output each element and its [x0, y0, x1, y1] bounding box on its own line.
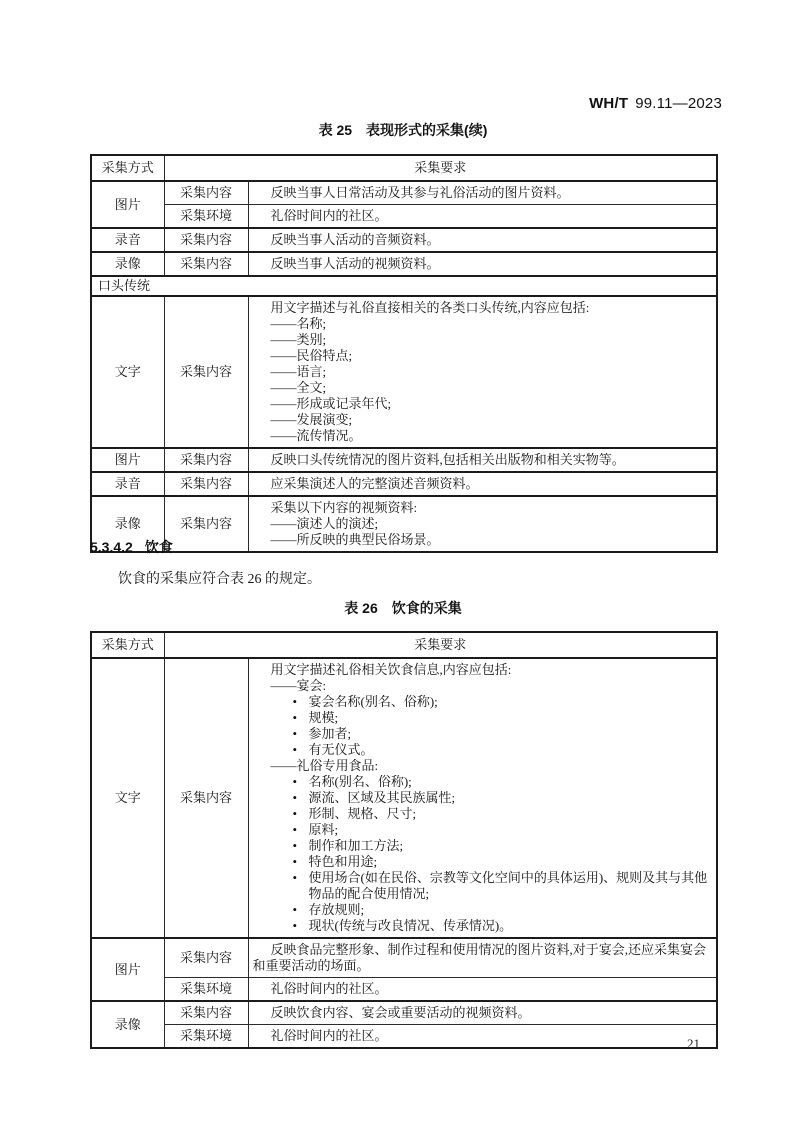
- section-title: 饮食: [144, 539, 173, 555]
- head-cell: 采集方式: [91, 632, 164, 658]
- bullet-icon: •: [292, 854, 298, 869]
- content-cell: 反映当事人日常活动及其参与礼俗活动的图片资料。: [248, 181, 717, 205]
- table-row: [91, 1001, 717, 1025]
- table-row: [91, 448, 717, 472]
- table-row: [91, 252, 717, 276]
- bullet-list-item: • 有无仪式。: [292, 742, 374, 757]
- bullet-icon: •: [292, 774, 298, 789]
- mode-cell: 录音: [91, 472, 164, 496]
- content-cell: 反映饮食内容、宴会或重要活动的视频资料。: [248, 1001, 717, 1025]
- mode-cell: 图片: [91, 181, 164, 228]
- label-cell: 采集环境: [164, 1025, 248, 1049]
- table-row: [91, 228, 717, 252]
- bullet-list-item: • 现状(传统与改良情况、传承情况)。: [292, 918, 513, 933]
- span-cell: 口头传统: [91, 276, 717, 296]
- dash-list-item: ——流传情况。: [270, 428, 362, 443]
- label-cell: 采集内容: [164, 181, 248, 205]
- cell-paragraph: 用文字描述礼俗相关饮食信息,内容应包括:: [270, 662, 512, 677]
- bullet-list-item: • 形制、规格、尺寸;: [292, 806, 417, 821]
- page-number: 21: [687, 1036, 700, 1051]
- table-header-row: [91, 155, 717, 181]
- label-cell: 采集内容: [164, 448, 248, 472]
- bullet-list-item: • 宴会名称(别名、俗称);: [292, 694, 438, 709]
- label-cell: 采集环境: [164, 205, 248, 229]
- dash-list-item: ——语言;: [270, 364, 327, 379]
- bullet-icon: •: [292, 838, 298, 853]
- cell-paragraph: 用文字描述与礼俗直接相关的各类口头传统,内容应包括:: [270, 300, 590, 315]
- bullet-icon: •: [292, 726, 298, 741]
- mode-cell: 图片: [91, 448, 164, 472]
- label-cell: 采集环境: [164, 978, 248, 1002]
- table25: [90, 154, 718, 553]
- table-row: [91, 276, 717, 296]
- bullet-list-item: • 规模;: [292, 710, 339, 725]
- dash-list-item: ——民俗特点;: [270, 348, 353, 363]
- dash-list-item: ——礼俗专用食品:: [270, 758, 379, 773]
- content-cell: [248, 296, 717, 448]
- label-cell: 采集内容: [164, 496, 248, 552]
- table25-body: [91, 155, 717, 552]
- dash-list-item: ——形成或记录年代;: [270, 396, 392, 411]
- label-cell: 采集内容: [164, 938, 248, 978]
- bullet-list-item: • 制作和加工方法;: [292, 838, 404, 853]
- mode-cell: 文字: [91, 296, 164, 448]
- label-cell: 采集内容: [164, 252, 248, 276]
- label-cell: 采集内容: [164, 472, 248, 496]
- bullet-list-item: • 源流、区域及其民族属性;: [292, 790, 456, 805]
- table-row: [91, 978, 717, 1002]
- dash-list-item: ——类别;: [270, 332, 327, 347]
- bullet-list-item: • 参加者;: [292, 726, 352, 741]
- table-row: [91, 181, 717, 205]
- table-row: [91, 205, 717, 229]
- table26-body: [91, 632, 717, 1048]
- content-cell: [248, 496, 717, 552]
- dash-list-item: ——名称;: [270, 316, 327, 331]
- table-row: [91, 296, 717, 448]
- bullet-icon: •: [292, 870, 298, 885]
- content-cell: 礼俗时间内的社区。: [248, 978, 717, 1002]
- dash-list-item: ——全文;: [270, 380, 327, 395]
- bullet-icon: •: [292, 902, 298, 917]
- bullet-list-item: • 名称(别名、俗称);: [292, 774, 412, 789]
- mode-cell: 录音: [91, 228, 164, 252]
- bullet-list-item: • 存放规则;: [292, 902, 365, 917]
- table26-title: 表 26 饮食的采集: [344, 600, 462, 616]
- table25-title: 表 25 表现形式的采集(续): [318, 122, 488, 138]
- table-row: [91, 496, 717, 552]
- dash-list-item: ——发展演变;: [270, 412, 353, 427]
- head-cell: 采集要求: [164, 632, 717, 658]
- dash-list-item: ——宴会:: [270, 678, 327, 693]
- content-cell: 反映当事人活动的视频资料。: [248, 252, 717, 276]
- head-cell: 采集方式: [91, 155, 164, 181]
- label-cell: 采集内容: [164, 228, 248, 252]
- content-cell: 礼俗时间内的社区。: [248, 205, 717, 229]
- label-cell: 采集内容: [164, 296, 248, 448]
- body-paragraph: 饮食的采集应符合表 26 的规定。: [118, 572, 321, 587]
- section-heading: [90, 537, 173, 557]
- content-cell: 反映当事人活动的音频资料。: [248, 228, 717, 252]
- table-row: [91, 938, 717, 978]
- table26: [90, 631, 718, 1049]
- section-number: 5.3.4.2: [90, 539, 133, 555]
- bullet-icon: •: [292, 918, 298, 933]
- standard-code: WH/T: [589, 95, 629, 112]
- table-row: [91, 472, 717, 496]
- content-cell: 礼俗时间内的社区。: [248, 1025, 717, 1049]
- bullet-icon: •: [292, 694, 298, 709]
- document-standard-number: [589, 95, 722, 112]
- bullet-icon: •: [292, 790, 298, 805]
- table-header-row: [91, 632, 717, 658]
- bullet-icon: •: [292, 742, 298, 757]
- mode-cell: 录像: [91, 1001, 164, 1048]
- bullet-icon: •: [292, 806, 298, 821]
- content-cell: 应采集演述人的完整演述音频资料。: [248, 472, 717, 496]
- cell-paragraph: 采集以下内容的视频资料:: [270, 500, 418, 515]
- dash-list-item: ——演述人的演述;: [270, 516, 379, 531]
- table-row: [91, 1025, 717, 1049]
- dash-list-item: ——所反映的典型民俗场景。: [270, 532, 440, 547]
- content-cell: 反映口头传统情况的图片资料,包括相关出版物和相关实物等。: [248, 448, 717, 472]
- bullet-icon: •: [292, 710, 298, 725]
- standard-number: 99.11—2023: [635, 95, 722, 112]
- bullet-icon: •: [292, 822, 298, 837]
- mode-cell: 文字: [91, 658, 164, 938]
- mode-cell: 录像: [91, 496, 164, 552]
- mode-cell: 图片: [91, 938, 164, 1001]
- bullet-list-item: • 使用场合(如在民俗、宗教等文化空间中的具体运用)、规则及其与其他物品的配合使用情况;: [292, 870, 708, 901]
- bullet-list-item: • 特色和用途;: [292, 854, 378, 869]
- head-cell: 采集要求: [164, 155, 717, 181]
- label-cell: 采集内容: [164, 1001, 248, 1025]
- table-row: [91, 658, 717, 938]
- bullet-list-item: • 原料;: [292, 822, 339, 837]
- content-cell: 反映食品完整形象、制作过程和使用情况的图片资料,对于宴会,还应采集宴会和重要活动的场面。: [248, 938, 717, 978]
- label-cell: 采集内容: [164, 658, 248, 938]
- mode-cell: 录像: [91, 252, 164, 276]
- content-cell: [248, 658, 717, 938]
